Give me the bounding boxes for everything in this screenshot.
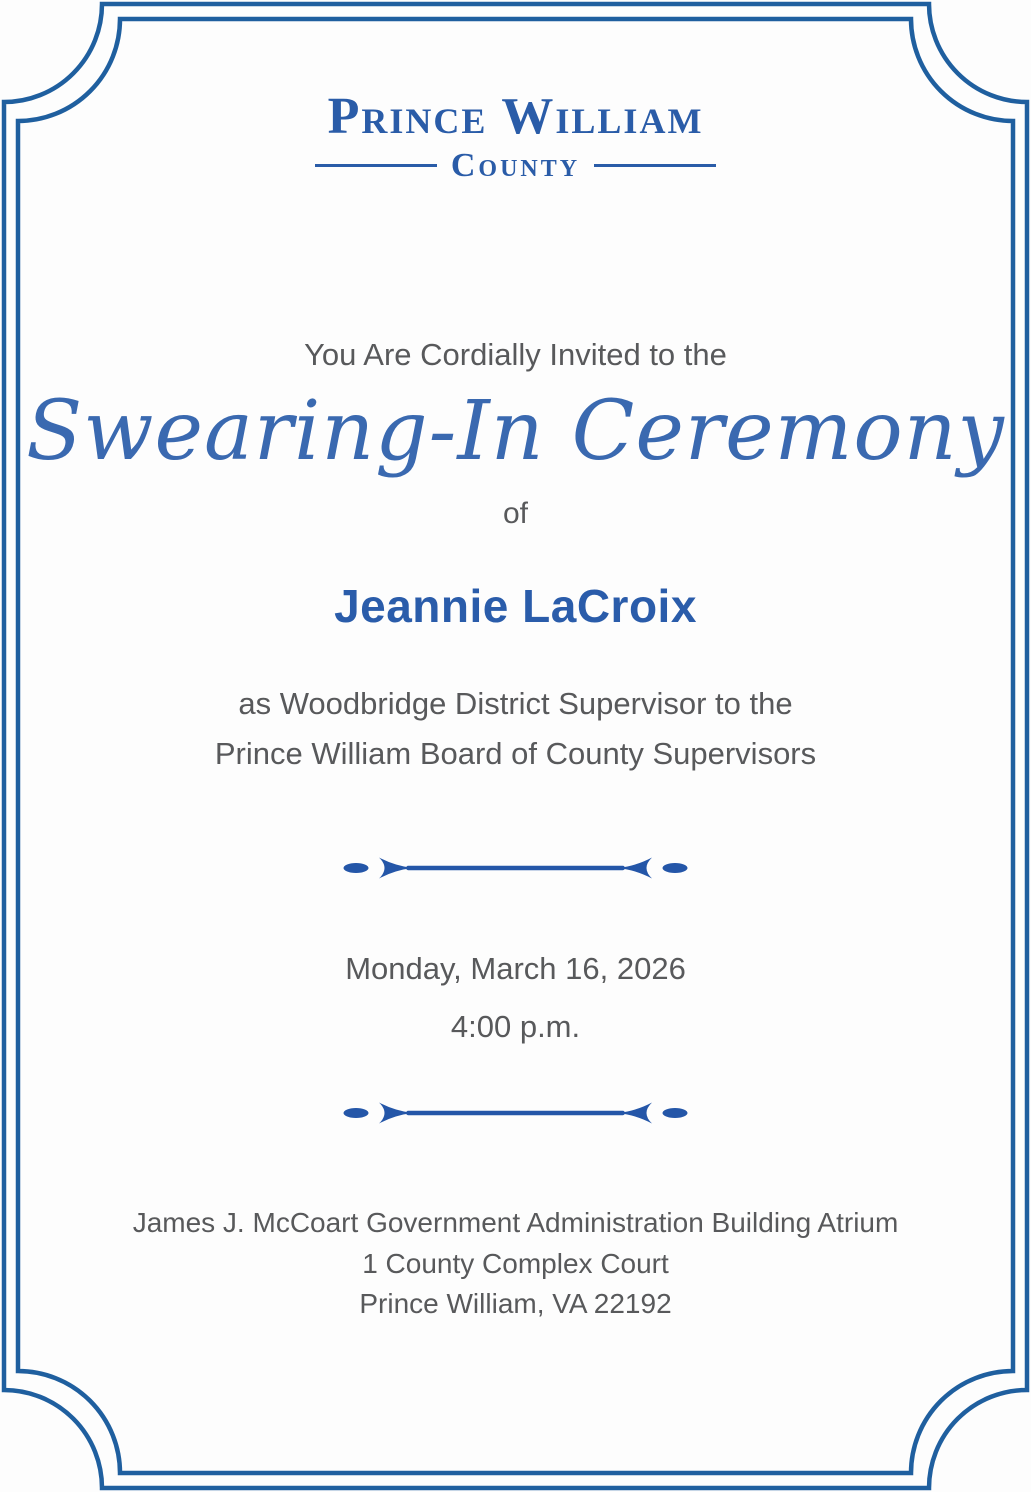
role-description [215,679,816,778]
logo-county-word: County [450,146,581,184]
logo-rule-right [594,164,716,167]
divider-ornament-top [343,854,688,882]
logo-county-name: Prince William [327,88,704,145]
divider-ornament-bottom [343,1099,688,1127]
venue-address [133,1203,899,1325]
county-logo [315,90,716,185]
venue-line-3: Prince William, VA 22192 [359,1288,672,1320]
event-title: Swearing-In Ceremony [26,383,1005,479]
event-time: 4:00 p.m. [450,1008,581,1044]
event-date: Monday, March 16, 2026 [345,951,686,987]
event-datetime [345,940,686,1055]
logo-rule-left [315,164,437,167]
role-line-2: Prince William Board of County Supervisors [214,735,817,771]
venue-line-2: 1 County Complex Court [362,1247,669,1279]
venue-line-1: James J. McCoart Government Administration Building Atrium [132,1206,899,1238]
honoree-name: Jeannie LaCroix [334,580,697,633]
of-word: of [502,497,529,531]
role-line-1: as Woodbridge District Supervisor to the [238,686,793,722]
intro-line: You Are Cordially Invited to the [304,336,727,372]
